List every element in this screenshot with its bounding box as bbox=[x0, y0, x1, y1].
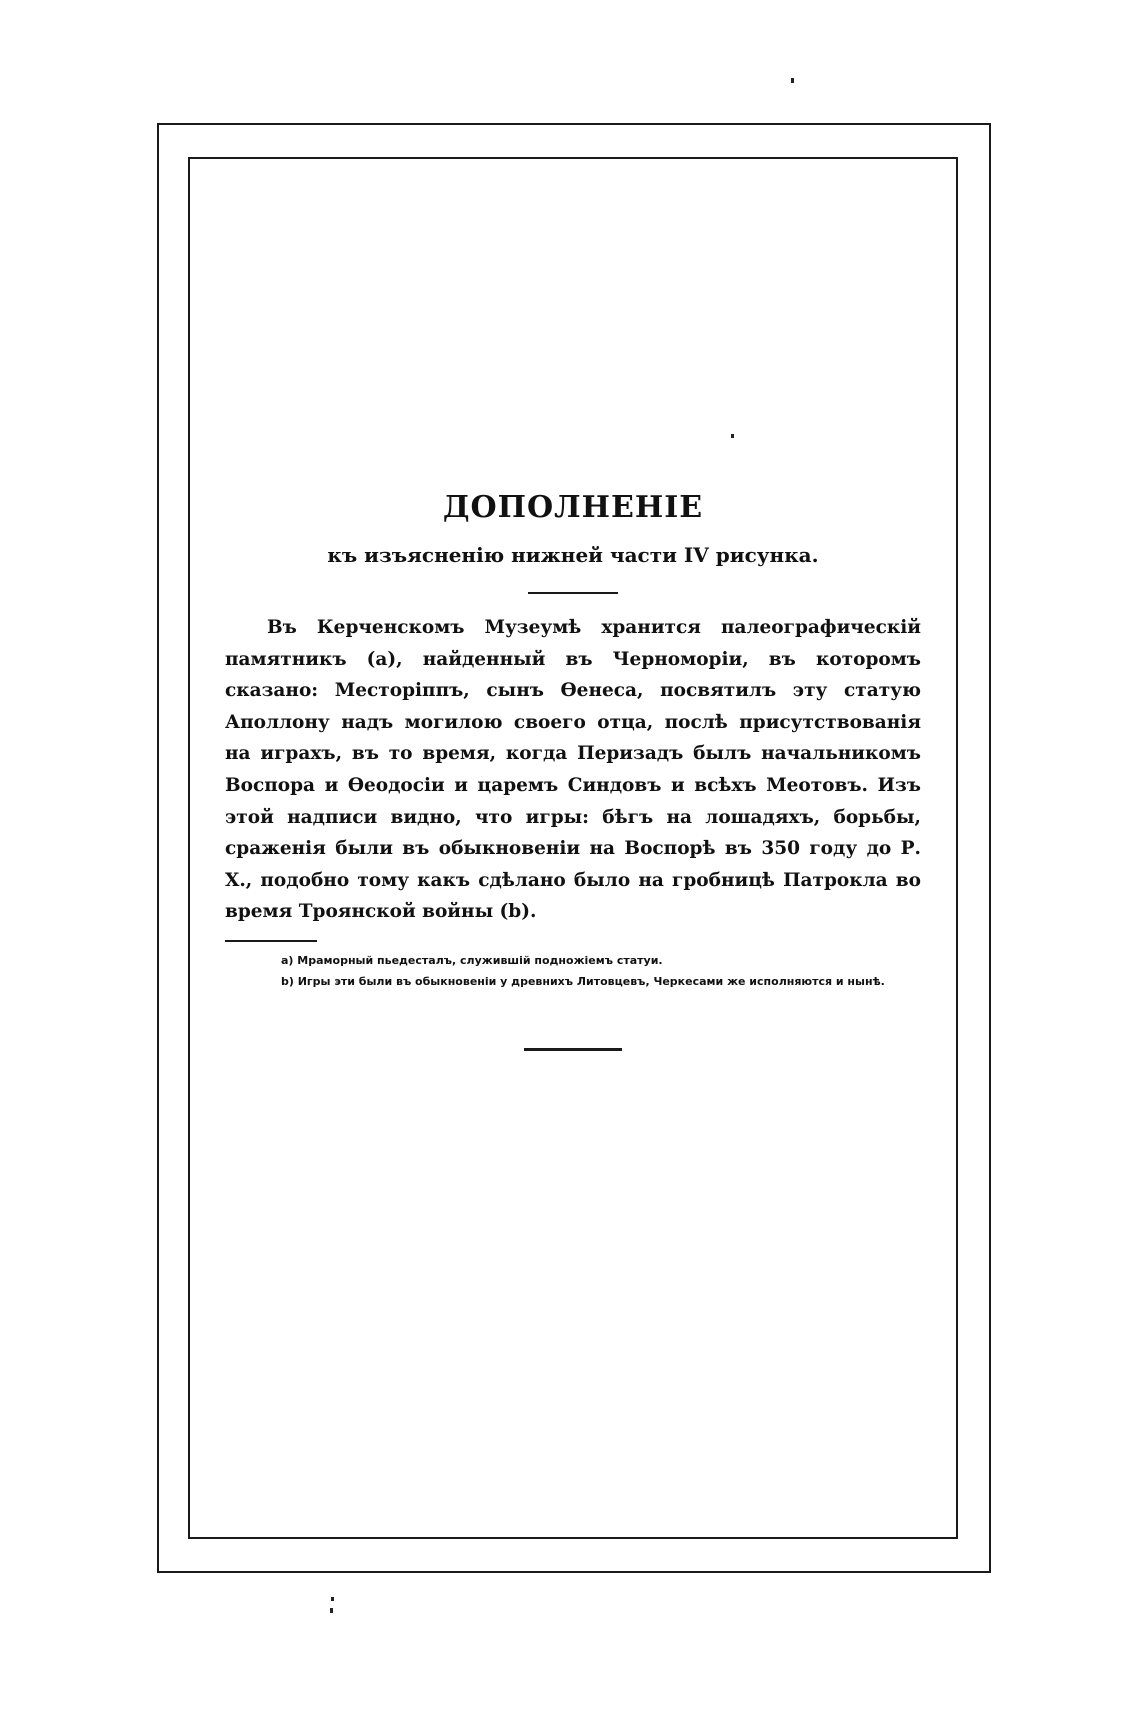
title-divider bbox=[528, 592, 618, 594]
scan-speck bbox=[731, 434, 734, 438]
footnote-divider bbox=[225, 940, 317, 942]
scan-speck bbox=[331, 1597, 334, 1601]
footnotes-list bbox=[225, 950, 921, 992]
page-content bbox=[225, 488, 921, 1051]
scan-speck bbox=[330, 1608, 333, 1613]
scan-speck bbox=[791, 78, 794, 83]
end-divider bbox=[524, 1048, 622, 1051]
page-title: ДОПОЛНЕНІЕ bbox=[442, 490, 704, 525]
footnote-b: b) Игры эти были въ обыкновеніи у древнихъ Литовцевъ, Черкесами же исполняются и нынѣ. bbox=[281, 974, 885, 988]
body-paragraph: Въ Керченскомъ Музеумѣ хранится палеографическій памятникъ (a), найденный въ Черноморіи, въ которомъ сказано: Месторіппъ, сынъ Өенеса, посвятилъ эту статую Аполлону надъ могилою своего отца, послѣ присутствованія на играхъ, въ то время, когда Перизадъ былъ начальникомъ Воспора и Өеодосіи и царемъ Синдовъ и всѣхъ Меотовъ. Изъ этой надписи видно, что игры: бѣгъ на лошадяхъ, борьбы, сраженія были въ обыкновеніи на Воспорѣ въ 350 году до Р. X., подобно тому какъ сдѣлано было на гробницѣ Патрокла во время Троянской войны (b). bbox=[225, 617, 921, 923]
page-subtitle: къ изъясненію нижней части IV рисунка. bbox=[327, 543, 819, 567]
footnote-a: a) Мраморный пьедесталъ, служившій подножіемъ статуи. bbox=[281, 953, 663, 967]
